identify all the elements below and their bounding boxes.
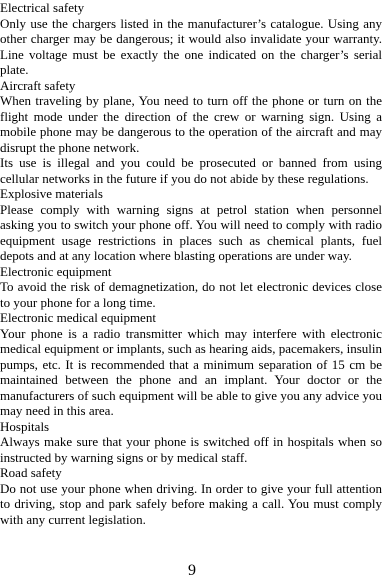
section-electrical-safety [0,0,382,78]
section-body: Please comply with warning signs at petrol station when personnel asking you to switch your phone off. You will need to comply with radio equipment usage restrictions in places such as chemical plants, fuel depots and at any location where blasting operations are under way. [0,201,382,263]
section-body: When traveling by plane, You need to turn off the phone or turn on the flight mode under the direction of the crew or warning sign. Using a mobile phone may be dangerous to the operation of the aircraft and may disrupt the phone network. [0,93,382,155]
section-hospitals [0,419,382,466]
section-electronic-medical-equipment [0,310,382,419]
section-electronic-equipment [0,264,382,311]
section-title: Aircraft safety [0,77,76,93]
section-body: Always make sure that your phone is switched off in hospitals when so instructed by warning signs or by medical staff. [0,434,382,465]
section-body-continued: Its use is illegal and you could be prosecuted or banned from using cellular networks in the future if you do not abide by these regulations. [0,155,382,186]
section-body: To avoid the risk of demagnetization, do not let electronic devices close to your phone for a long time. [0,279,382,310]
section-body: Only use the chargers listed in the manufacturer’s catalogue. Using any other charger may be dangerous; it would also invalidate your warranty. Line voltage must be exactly the one indicated on the charger’s serial plate. [0,15,382,77]
section-title: Road safety [0,465,62,480]
section-title: Electronic medical equipment [0,310,156,325]
section-aircraft-safety [0,78,382,187]
page-number: 9 [188,562,196,579]
section-title: Hospitals [0,418,50,434]
section-body: Your phone is a radio transmitter which may interfere with electronic medical equipment or implants, such as hearing aids, pacemakers, insulin pumps, etc. It is recommended that a minimum separation of 15 cm be maintained between the phone and an implant. Your doctor or the manufacturers of such equipment will be able to give you any advice you may need in this area. [0,325,382,418]
section-title: Electronic equipment [0,263,112,279]
section-body: Do not use your phone when driving. In order to give your full attention to driving, stop and park safely before making a call. You must comply with any current legislation. [0,480,382,527]
section-road-safety [0,465,382,527]
section-explosive-materials [0,186,382,264]
section-title: Electrical safety [0,0,85,15]
section-title: Explosive materials [0,186,103,201]
